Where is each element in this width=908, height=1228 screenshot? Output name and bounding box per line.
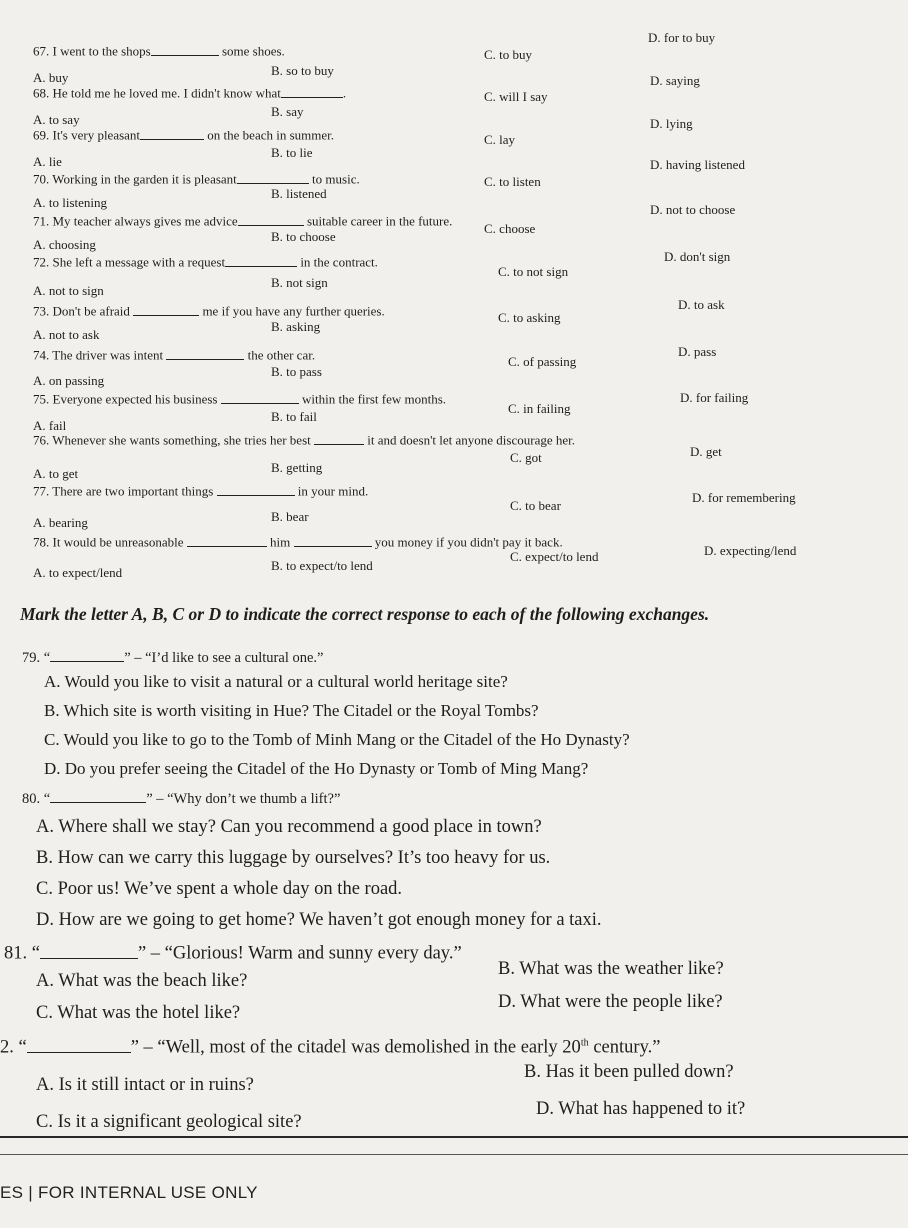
q68-option-b[interactable]: B. say (271, 104, 304, 119)
q71-option-a[interactable]: A. choosing (33, 237, 96, 252)
q67-option-a[interactable]: A. buy (33, 70, 69, 85)
footer-label: ES | FOR INTERNAL USE ONLY (0, 1183, 258, 1202)
q73-option-d[interactable]: D. to ask (678, 297, 725, 312)
q81-option-d[interactable]: D. What were the people like? (498, 992, 723, 1012)
q71-option-b[interactable]: B. to choose (271, 229, 336, 244)
q80-option-b[interactable]: B. How can we carry this luggage by ourselves? It’s too heavy for us. (36, 848, 551, 868)
q79-option-d[interactable]: D. Do you prefer seeing the Citadel of the Ho Dynasty or Tomb of Ming Mang? (44, 759, 589, 778)
q72-stem: 72. She left a message with a request in the contract. (33, 254, 378, 270)
q67-option-b[interactable]: B. so to buy (271, 63, 334, 78)
q82-option-a[interactable]: A. Is it still intact or in ruins? (36, 1075, 254, 1095)
q73-option-b[interactable]: B. asking (271, 319, 321, 334)
q76-option-a[interactable]: A. to get (33, 466, 79, 481)
q71-stem: 71. My teacher always gives me advice suitable career in the future. (33, 213, 453, 229)
section-instruction: Mark the letter A, B, C or D to indicate the correct response to each of the following exchanges. (20, 604, 710, 624)
q73-option-c[interactable]: C. to asking (498, 310, 561, 325)
q72-option-a[interactable]: A. not to sign (33, 283, 104, 298)
q72-option-d[interactable]: D. don't sign (664, 249, 731, 264)
q77-option-c[interactable]: C. to bear (510, 498, 561, 513)
q75-option-d[interactable]: D. for failing (680, 390, 749, 405)
q69-option-d[interactable]: D. lying (650, 116, 693, 131)
q82-option-b[interactable]: B. Has it been pulled down? (524, 1062, 734, 1082)
q69-stem: 69. It's very pleasant on the beach in summer. (33, 127, 335, 143)
q82-option-d[interactable]: D. What has happened to it? (536, 1099, 746, 1119)
q74-option-b[interactable]: B. to pass (271, 364, 322, 379)
q68-option-a[interactable]: A. to say (33, 112, 80, 127)
q68-option-c[interactable]: C. will I say (484, 89, 548, 104)
q74-option-a[interactable]: A. on passing (33, 373, 105, 388)
q76-stem: 76. Whenever she wants something, she tries her best it and doesn't let anyone discourage her. (33, 432, 576, 448)
q77-option-b[interactable]: B. bear (271, 509, 309, 524)
divider-line (0, 1136, 908, 1138)
q73-option-a[interactable]: A. not to ask (33, 327, 100, 342)
q74-stem: 74. The driver was intent the other car. (33, 347, 316, 363)
q78-option-a[interactable]: A. to expect/lend (33, 565, 123, 580)
q71-option-d[interactable]: D. not to choose (650, 202, 736, 217)
q70-option-a[interactable]: A. to listening (33, 195, 108, 210)
q82-prompt: 2. “ ” – “Well, most of the citadel was demolished in the early 20th century.” (0, 1035, 660, 1057)
q75-option-b[interactable]: B. to fail (271, 409, 317, 424)
q77-stem: 77. There are two important things in your mind. (33, 483, 369, 499)
q70-option-d[interactable]: D. having listened (650, 157, 745, 172)
q81-option-b[interactable]: B. What was the weather like? (498, 959, 724, 979)
q75-option-a[interactable]: A. fail (33, 418, 67, 433)
q80-option-a[interactable]: A. Where shall we stay? Can you recommend a good place in town? (36, 817, 542, 837)
q79-option-c[interactable]: C. Would you like to go to the Tomb of Minh Mang or the Citadel of the Ho Dynasty? (44, 730, 630, 749)
q71-option-c[interactable]: C. choose (484, 221, 536, 236)
q80-option-d[interactable]: D. How are we going to get home? We haven’t got enough money for a taxi. (36, 910, 602, 930)
q67-option-d[interactable]: D. for to buy (648, 30, 716, 45)
q78-option-d[interactable]: D. expecting/lend (704, 543, 797, 558)
q77-option-a[interactable]: A. bearing (33, 515, 88, 530)
q72-option-b[interactable]: B. not sign (271, 275, 328, 290)
q78-option-c[interactable]: C. expect/to lend (510, 549, 599, 564)
q74-option-d[interactable]: D. pass (678, 344, 717, 359)
q69-option-b[interactable]: B. to lie (271, 145, 313, 160)
q76-option-d[interactable]: D. get (690, 444, 722, 459)
q72-option-c[interactable]: C. to not sign (498, 264, 569, 279)
q79-prompt: 79. “ ” – “I’d like to see a cultural one.” (22, 648, 323, 666)
q75-option-c[interactable]: C. in failing (508, 401, 571, 416)
q70-stem: 70. Working in the garden it is pleasant to music. (33, 171, 360, 187)
divider-line-secondary (0, 1154, 908, 1155)
q81-prompt: 81. “ ” – “Glorious! Warm and sunny every day.” (4, 941, 462, 963)
q77-option-d[interactable]: D. for remembering (692, 490, 796, 505)
q68-stem: 68. He told me he loved me. I didn't know what . (33, 85, 347, 101)
q74-option-c[interactable]: C. of passing (508, 354, 577, 369)
q68-option-d[interactable]: D. saying (650, 73, 700, 88)
q70-option-c[interactable]: C. to listen (484, 174, 541, 189)
q69-option-c[interactable]: C. lay (484, 132, 516, 147)
q80-prompt: 80. “ ” – “Why don’t we thumb a lift?” (22, 789, 340, 807)
q67-option-c[interactable]: C. to buy (484, 47, 533, 62)
q69-option-a[interactable]: A. lie (33, 154, 62, 169)
q78-option-b[interactable]: B. to expect/to lend (271, 558, 373, 573)
q78-stem: 78. It would be unreasonable him you money if you didn't pay it back. (33, 534, 563, 550)
q79-option-a[interactable]: A. Would you like to visit a natural or a cultural world heritage site? (44, 672, 508, 691)
q75-stem: 75. Everyone expected his business within the first few months. (33, 391, 447, 407)
q81-option-c[interactable]: C. What was the hotel like? (36, 1003, 241, 1023)
q82-option-c[interactable]: C. Is it a significant geological site? (36, 1112, 302, 1132)
q81-option-a[interactable]: A. What was the beach like? (36, 971, 248, 991)
q79-option-b[interactable]: B. Which site is worth visiting in Hue? The Citadel or the Royal Tombs? (44, 701, 539, 720)
q73-stem: 73. Don't be afraid me if you have any further queries. (33, 303, 385, 319)
q76-option-b[interactable]: B. getting (271, 460, 323, 475)
q67-stem: 67. I went to the shops some shoes. (33, 43, 285, 59)
q80-option-c[interactable]: C. Poor us! We’ve spent a whole day on the road. (36, 879, 403, 899)
q76-option-c[interactable]: C. got (510, 450, 542, 465)
q70-option-b[interactable]: B. listened (271, 186, 327, 201)
